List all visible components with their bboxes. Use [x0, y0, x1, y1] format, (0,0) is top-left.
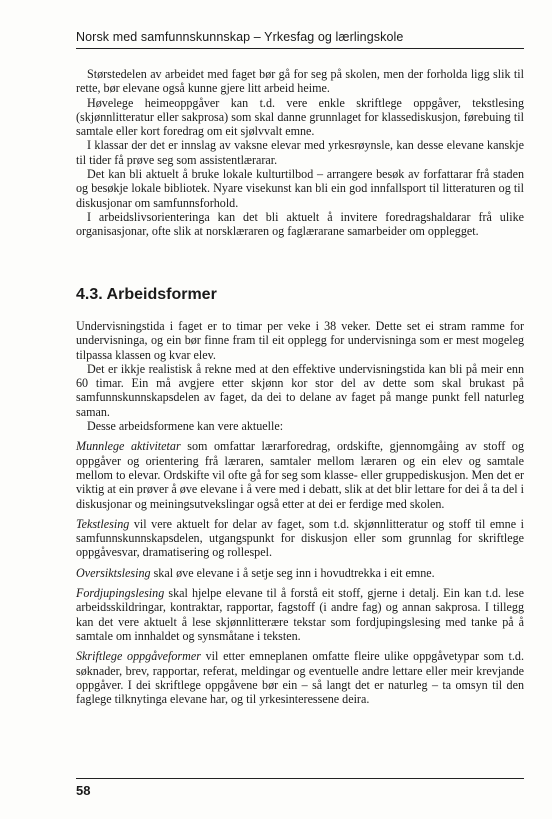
section-body	[76, 319, 524, 706]
section-paragraph: Undervisningstida i faget er to timar per veke i 38 veker. Dette set ei stram ramme for undervisninga, og ein bør finne fram til eit opplegg for undervisninga som er mest mogeleg tilpassa klassen og kvar elev.	[76, 319, 524, 362]
work-form-term: Skriftlege oppgåveformer	[76, 649, 201, 664]
intro-text	[76, 67, 524, 239]
work-form-term: Oversiktslesing	[76, 565, 151, 580]
book-page	[76, 0, 524, 819]
running-header: Norsk med samfunnskunnskap – Yrkesfag og lærlingskole	[76, 30, 404, 44]
footer-rule	[76, 778, 524, 779]
work-form-paragraph	[76, 586, 524, 643]
work-form-text: som omfattar lærarforedrag, ordskifte, gjennomgåing av stoff og oppgåver og orientering frå læraren, samtaler mellom læraren og ein elev og samtale mellom to elevar. Ordskifte vil ofte gå for seg som klasse- eller gruppediskusjon. Men det er viktig at ein prøver å øve elevane i å vere med i debatt, slik at det blir lettare for dei å ta del i diskusjonar og meiningsutvekslingar også etter at dei er ferdige med skolen.	[76, 439, 524, 511]
work-form-term: Tekstlesing	[76, 516, 130, 531]
intro-paragraph: Det kan bli aktuelt å bruke lokale kulturtilbod – arrangere besøk av forfattarar frå staden og besøkje lokale bibliotek. Nyare visekunst kan bli ein god innfallsport til litteraturen og til diskusjonar om samfunnsforhold.	[76, 167, 524, 210]
work-form-text: vil vere aktuelt for delar av faget, som t.d. skjønnlitteratur og stoff til emne i samfunnskunnskapsdelen, utgangspunkt for diskusjon eller som grunnlag for skriftlege oppgåvesvar, dramatisering og rollespel.	[76, 516, 524, 560]
intro-paragraph: Høvelege heimeoppgåver kan t.d. vere enkle skriftlege oppgåver, tekstlesing (skjønnlitteratur eller sakprosa) som skal danne grunnlaget for klassediskusjon, førebuing til samtale eller kort foredrag om eit sjølvvalt emne.	[76, 95, 524, 139]
work-form-paragraph	[76, 517, 524, 560]
section-paragraph: Desse arbeidsformene kan vere aktuelle:	[87, 419, 284, 434]
header-rule	[76, 48, 524, 49]
work-form-text: skal hjelpe elevane til å forstå eit stoff, gjerne i detalj. Ein kan t.d. lese arbeidsskildringar, kontraktar, rapportar, fagstoff (i andre fag) og annan sakprosa. I tillegg kan det vere aktuelt å lese skjønnlitterære tekstar som fordjupingslesing med tanke på å samtale om innhaldet og synsmåtane i teksten.	[76, 586, 524, 643]
section-paragraph: Det er ikkje realistisk å rekne med at den effektive undervisningstida kan bli på meir enn 60 timar. Ein må avgjere etter skjønn kor stor del av dette som skal brukast på samfunnskunnskapsdelen av faget, da dei to delane av faget på mange punkt fell naturleg saman.	[76, 361, 524, 419]
intro-paragraph: I klassar der det er innslag av vaksne elevar med yrkesrøynsle, kan desse elevane kanskje til tider få prøve seg som assistentlærarar.	[76, 138, 524, 167]
section-heading: 4.3. Arbeidsformer	[76, 286, 217, 303]
work-form-term: Fordjupingslesing	[76, 586, 165, 601]
work-form-paragraph	[76, 649, 524, 706]
work-form-paragraph	[76, 566, 524, 580]
work-form-text: vil etter emneplanen omfatte fleire ulike oppgåvetypar som t.d. søknader, brev, rapportar, referat, meldingar og eventuelle andre lettare eller meir krevjande oppgåver. I dei skriftlege oppgåvene bør ein – så langt det er naturleg – ta omsyn til den faglege tilknytinga elevane har, og til yrkesinteressene deira.	[76, 649, 524, 707]
intro-paragraph: I arbeidslivsorienteringa kan det bli aktuelt å invitere foredragshaldarar frå ulike organisasjonar, ofte slik at norsklæraren og faglærarane samarbeider om opplegget.	[76, 209, 524, 239]
work-form-text: skal øve elevane i å setje seg inn i hovudtrekka i eit emne.	[150, 565, 435, 580]
work-form-paragraph	[76, 439, 524, 510]
intro-paragraph: Størstedelen av arbeidet med faget bør gå for seg på skolen, men der forholda ligg slik til rette, bør elevane også kunne gjere litt arbeid heime.	[76, 67, 524, 96]
page-number: 58	[76, 783, 91, 798]
work-form-term: Munnlege aktivitetar	[76, 439, 181, 454]
